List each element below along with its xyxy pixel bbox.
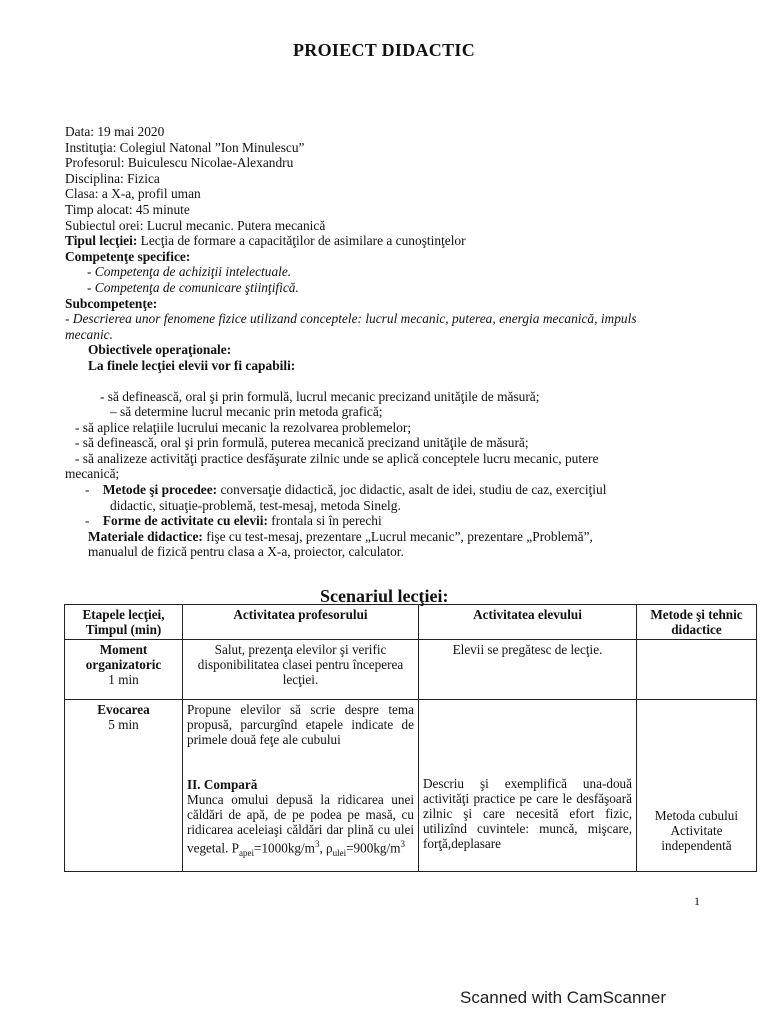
- methods-label: Metode şi procedee:: [102, 482, 218, 498]
- forms-line: - Forme de activitate cu elevii: frontala si în perechi: [85, 513, 382, 529]
- methods-cell: Metoda cubului Activitate independentă: [637, 700, 757, 872]
- header-student-activity: Activitatea elevului: [419, 605, 637, 640]
- info-date: Data: 19 mai 2020: [65, 124, 165, 139]
- teacher-activity-cell: Salut, prezenţa elevilor şi verific disponibilitatea clasei pentru începerea lecţiei.: [183, 640, 419, 700]
- student-activity-cell: Elevii se pregătesc de lecţie.: [419, 640, 637, 700]
- objective-item: - să definească, oral şi prin formulă, puterea mecanică precizand unităţile de măsură;: [75, 435, 529, 451]
- subcompetence-line: mecanic.: [65, 326, 113, 342]
- methods-cell: [637, 640, 757, 700]
- page-number: 1: [694, 894, 700, 908]
- lesson-scenario-table: [64, 604, 757, 872]
- document-title: PROIECT DIDACTIC: [293, 40, 475, 60]
- competences-heading: Competenţe specifice:: [65, 248, 191, 264]
- objective-item: – să determine lucrul mecanic prin metoda grafică;: [110, 404, 383, 420]
- forms-value: frontala si în perechi: [267, 513, 382, 529]
- scenario-title: Scenariul lecţiei:: [320, 586, 449, 606]
- materials-value: fişe cu test-mesaj, prezentare „Lucrul mecanic”, prezentare „Problemă”,: [202, 528, 593, 544]
- student-activity-cell: [419, 700, 637, 872]
- teacher-task: Munca omului depusă la ridicarea unei căldări de apă, de pe podea pe masă, cu ridicarea aceleiaşi căldări dar plină cu ulei vegetal. $P_{apei}=1000kg/m^3$, $\rho_{ulei}=900kg/m^3$: [187, 792, 414, 859]
- header-teacher-activity: Activitatea profesorului: [183, 605, 419, 640]
- info-lesson-type: [65, 233, 755, 249]
- lesson-type-label: Tipul lecţiei:: [65, 233, 138, 249]
- info-teacher: Profesorul: Buiculescu Nicolae-Alexandru: [65, 155, 294, 171]
- table-row: [65, 700, 757, 872]
- subcompetence-line: - Descrierea unor fenomene fizice utilizand conceptele: lucrul mecanic, puterea, energia mecanică, impuls: [65, 311, 637, 327]
- teacher-intro: Propune elevilor să scrie despre tema propusă, parcurgînd etapele indicate de primele două feţe ale cubului: [187, 702, 414, 747]
- objective-item: - să definească, oral şi prin formulă, lucrul mecanic precizand unităţile de măsură;: [100, 388, 540, 404]
- header-stage: Etapele lecţiei, Timpul (min): [65, 605, 183, 640]
- stage-cell: Evocarea 5 min: [65, 700, 183, 872]
- objective-item: mecanică;: [65, 466, 120, 482]
- scanner-watermark: Scanned with CamScanner: [460, 988, 667, 1007]
- stage-cell: Moment organizatoric 1 min: [65, 640, 183, 700]
- lesson-info: [65, 124, 755, 560]
- info-subject: Subiectul orei: Lucrul mecanic. Putera mecanică: [65, 217, 326, 233]
- methods-line: - Metode şi procedee: conversaţie didactică, joc didactic, asalt de idei, studiu de caz, exerciţiul: [85, 482, 607, 498]
- teacher-section-heading: II. Compară: [187, 777, 258, 792]
- table-row: [65, 640, 757, 700]
- subcompetences-heading: Subcompetenţe:: [65, 295, 158, 311]
- teacher-activity-cell: [183, 700, 419, 872]
- student-task: Descriu şi exemplifică una-două activităţi practice pe care le desfăşoară zilnic şi care necesită efort fizic, utilizînd cuvintele: muncă, mişcare, forţă,deplasare: [423, 776, 632, 851]
- objectives-heading: Obiectivele operaţionale:: [88, 342, 232, 358]
- methods-line-2: didactic, situaţie-problemă, test-mesaj, metoda Sinelg.: [110, 497, 401, 513]
- objective-item: - să analizeze activităţi practice desfăşurate zilnic unde se aplică conceptele lucru mecanic, putere: [75, 450, 599, 466]
- materials-label: Materiale didactice:: [88, 528, 203, 544]
- materials-line: [65, 529, 755, 545]
- info-institution: Instituţia: Colegiul Natonal ”Ion Minulescu”: [65, 139, 305, 155]
- competence-item: - Competenţa de achiziţii intelectuale.: [87, 264, 292, 280]
- objective-item: - să aplice relaţiile lucrului mecanic la rezolvarea problemelor;: [75, 419, 412, 435]
- table-header-row: [65, 605, 757, 640]
- objectives-subheading: La finele lecţiei elevii vor fi capabili:: [88, 357, 296, 373]
- competence-item: - Competenţa de comunicare ştiinţifică.: [87, 279, 299, 295]
- forms-label: Forme de activitate cu elevii:: [102, 513, 268, 529]
- lesson-type-value: Lecţia de formare a capacităţilor de asimilare a cunoştinţelor: [137, 233, 466, 249]
- header-methods: Metode şi tehnic didactice: [637, 605, 757, 640]
- info-discipline: Disciplina: Fizica: [65, 170, 160, 186]
- info-class: Clasa: a X-a, profil uman: [65, 186, 201, 202]
- methods-value: conversaţie didactică, joc didactic, asalt de idei, studiu de caz, exerciţiul: [217, 482, 607, 498]
- materials-line-2: manualul de fizică pentru clasa a X-a, proiector, calculator.: [88, 544, 404, 560]
- info-time: Timp alocat: 45 minute: [65, 201, 190, 217]
